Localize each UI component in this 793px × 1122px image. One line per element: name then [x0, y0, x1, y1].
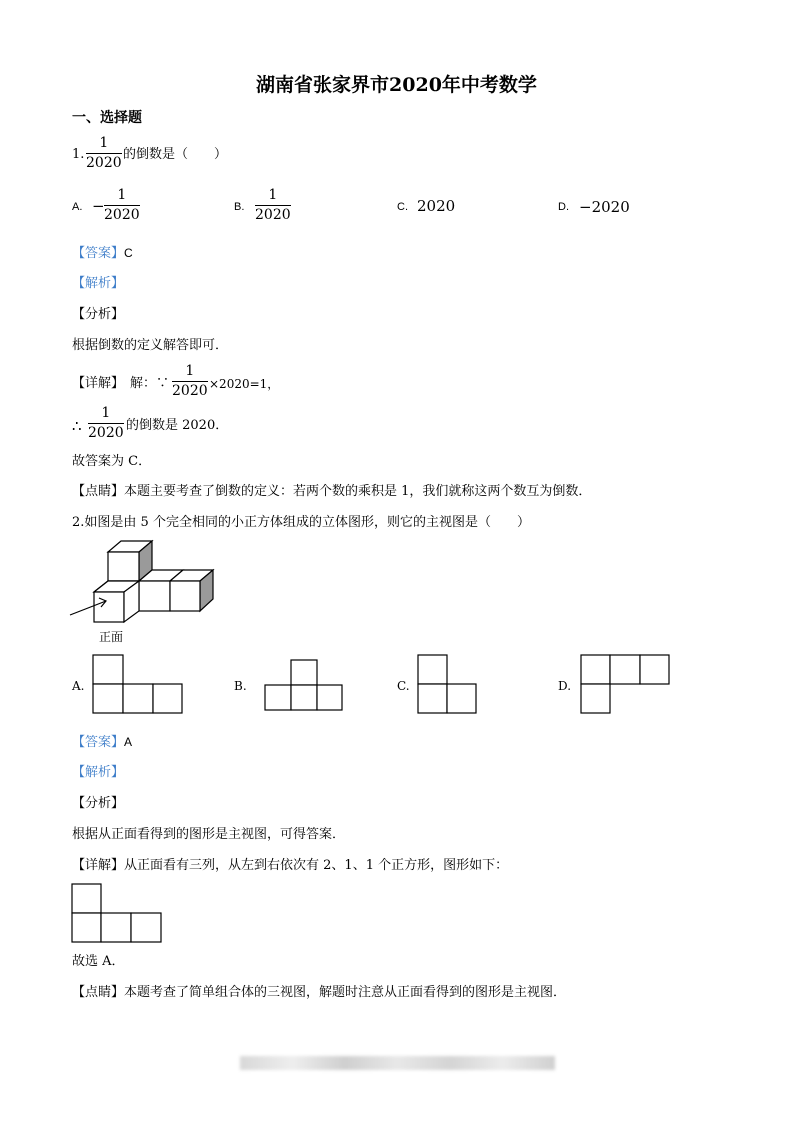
option-d-figure: [581, 655, 669, 713]
therefore-numerator: 1: [101, 405, 111, 421]
option-c-figure: [418, 655, 476, 713]
q1-analysis-tag: 【解析】: [72, 276, 125, 291]
option-b-figure: [265, 660, 342, 710]
option-b-numerator: 1: [268, 187, 278, 203]
comment-tag: 【点睛】: [72, 484, 125, 499]
answer-figure: [72, 884, 161, 942]
detail-text: 从正面看有三列，从左到右依次有 2、1、1 个正方形，图形如下：: [124, 858, 509, 873]
q2-option-c-label: C.: [397, 679, 410, 693]
therefore-symbol: ∴: [72, 417, 82, 435]
q2-comment: [72, 985, 566, 1001]
page-title: 湖南省张家界市2020年中考数学: [256, 74, 537, 96]
q1-fenxi-text: 根据倒数的定义解答即可．: [72, 338, 229, 353]
option-b-denominator: 2020: [255, 207, 291, 223]
q1-fraction-denominator: 2020: [86, 155, 122, 171]
detail-denominator: 2020: [172, 383, 208, 399]
detail-numerator: 1: [185, 363, 195, 379]
q1-detail-prefix: 解：∵: [130, 376, 170, 391]
q2-option-d-label: D.: [558, 679, 572, 693]
q2-detail: [72, 858, 508, 874]
detail-tag: 【详解】: [72, 858, 125, 873]
section-heading: 一、选择题: [72, 110, 142, 126]
q1-option-d-label: D.: [558, 201, 569, 213]
comment-text: 本题考查了简单组合体的三视图，解题时注意从正面看得到的图形是主视图．: [124, 985, 567, 1000]
q1-option-a-label: A.: [72, 201, 83, 213]
front-label: 正面: [99, 630, 124, 644]
q1-detail-tag: 【详解】: [72, 376, 125, 391]
q1-option-c-value: 2020: [417, 197, 456, 215]
q2-conclusion: 故选 A．: [72, 954, 125, 969]
answer-value: C: [124, 246, 133, 260]
answer-tag: 【答案】: [72, 246, 125, 261]
option-a-numerator: 1: [117, 187, 127, 203]
therefore-denominator: 2020: [88, 425, 124, 441]
q2-answer-line: [72, 734, 132, 751]
answer-tag: 【答案】: [72, 735, 125, 750]
q1-number: 1.: [72, 147, 85, 162]
q2-fenxi-text: 根据从正面看得到的图形是主视图，可得答案．: [72, 827, 346, 842]
q1-option-d-value: −2020: [579, 198, 630, 216]
q1-option-c-label: C.: [397, 201, 408, 213]
q1-option-a-sign: −: [92, 197, 105, 215]
comment-tag: 【点睛】: [72, 985, 125, 1000]
q2-fenxi-tag: 【分析】: [72, 796, 125, 811]
answer-value: A: [124, 735, 133, 749]
q1-therefore-text: 的倒数是 2020．: [126, 418, 229, 433]
option-a-denominator: 2020: [104, 207, 140, 223]
comment-text: 本题主要考查了倒数的定义：若两个数的乘积是 1，我们就称这两个数互为倒数．: [124, 484, 592, 499]
q2-analysis-tag: 【解析】: [72, 765, 125, 780]
q1-fenxi-tag: 【分析】: [72, 307, 125, 322]
q1-stem-text: 的倒数是（ ）: [123, 147, 228, 162]
footer-watermark: [240, 1056, 555, 1070]
q1-fraction-numerator: 1: [99, 135, 109, 151]
q1-detail-suffix: ×2020=1，: [209, 377, 280, 391]
q2-option-a-label: A.: [72, 679, 85, 693]
q1-option-b-label: B.: [234, 201, 245, 213]
q2-option-b-label: B.: [234, 679, 247, 693]
q2-stem: 2.如图是由 5 个完全相同的小正方体组成的立体图形，则它的主视图是（ ）: [72, 515, 530, 530]
q1-conclusion: 故答案为 C．: [72, 454, 152, 469]
option-a-figure: [93, 655, 182, 713]
